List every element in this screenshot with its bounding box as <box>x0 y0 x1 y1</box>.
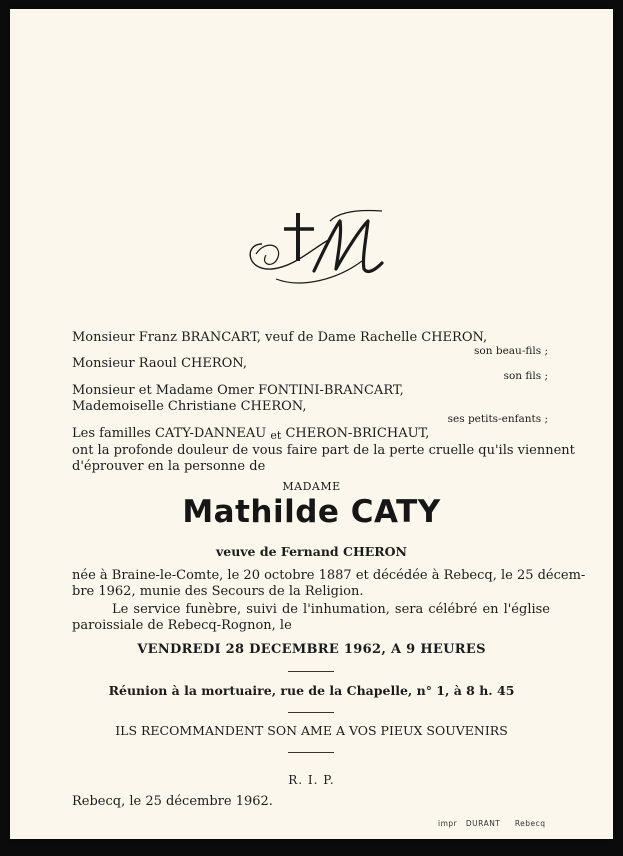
announcement-line-2: d'éprouver en la personne de <box>72 459 266 474</box>
family-line-5-part-a: Les familles CATY-DANNEAU <box>72 426 267 441</box>
birth-death-line-2: bre 1962, munie des Secours de la Religion. <box>72 584 364 599</box>
relation-grandchildren: ses petits-enfants ; <box>447 413 548 425</box>
funeral-notice-card <box>10 9 613 839</box>
family-line-1: Monsieur Franz BRANCART, veuf de Dame Rachelle CHERON, <box>72 330 488 345</box>
family-line-4: Mademoiselle Christiane CHERON, <box>72 399 307 414</box>
announcement-line-1: ont la profonde douleur de vous faire part de la perte cruelle qu'ils viennent <box>72 443 575 458</box>
birth-death-line-1: née à Braine-le-Comte, le 20 octobre 1887 et décédée à Rebecq, le 25 décem- <box>72 568 586 583</box>
printer-name: DURANT <box>465 819 501 828</box>
recommendation: ILS RECOMMANDENT SON AME A VOS PIEUX SOUVENIRS <box>115 723 508 738</box>
divider-2 <box>288 712 334 713</box>
deceased-name: Mathilde CATY <box>182 494 441 530</box>
printer-prefix: impr <box>438 819 458 828</box>
printer-city: Rebecq <box>514 819 546 828</box>
divider-3 <box>288 752 334 753</box>
service-line-2: paroissiale de Rebecq-Rognon, le <box>72 618 292 633</box>
family-line-3: Monsieur et Madame Omer FONTINI-BRANCART, <box>72 383 404 398</box>
family-line-5-conjunction: et <box>270 429 282 442</box>
service-date: VENDREDI 28 DECEMBRE 1962, A 9 HEURES <box>137 642 486 657</box>
relation-son-in-law: son beau-fils ; <box>474 345 548 357</box>
family-line-5 <box>72 427 429 440</box>
printer-credit <box>438 819 546 828</box>
family-line-2: Monsieur Raoul CHERON, <box>72 356 247 371</box>
mortuary-meeting: Réunion à la mortuaire, rue de la Chapelle, n° 1, à 8 h. 45 <box>108 683 515 698</box>
family-line-5-part-c: CHERON-BRICHAUT, <box>285 426 430 441</box>
relation-son: son fils ; <box>503 370 548 382</box>
cross-monogram-icon <box>242 199 392 294</box>
place-and-date: Rebecq, le 25 décembre 1962. <box>72 794 273 809</box>
deceased-title: MADAME <box>282 480 341 493</box>
rip: R. I. P. <box>288 773 335 787</box>
service-line-1: Le service funèbre, suivi de l'inhumation, sera célébré en l'église <box>112 602 550 617</box>
deceased-status: veuve de Fernand CHERON <box>215 544 407 559</box>
divider-1 <box>288 671 334 672</box>
